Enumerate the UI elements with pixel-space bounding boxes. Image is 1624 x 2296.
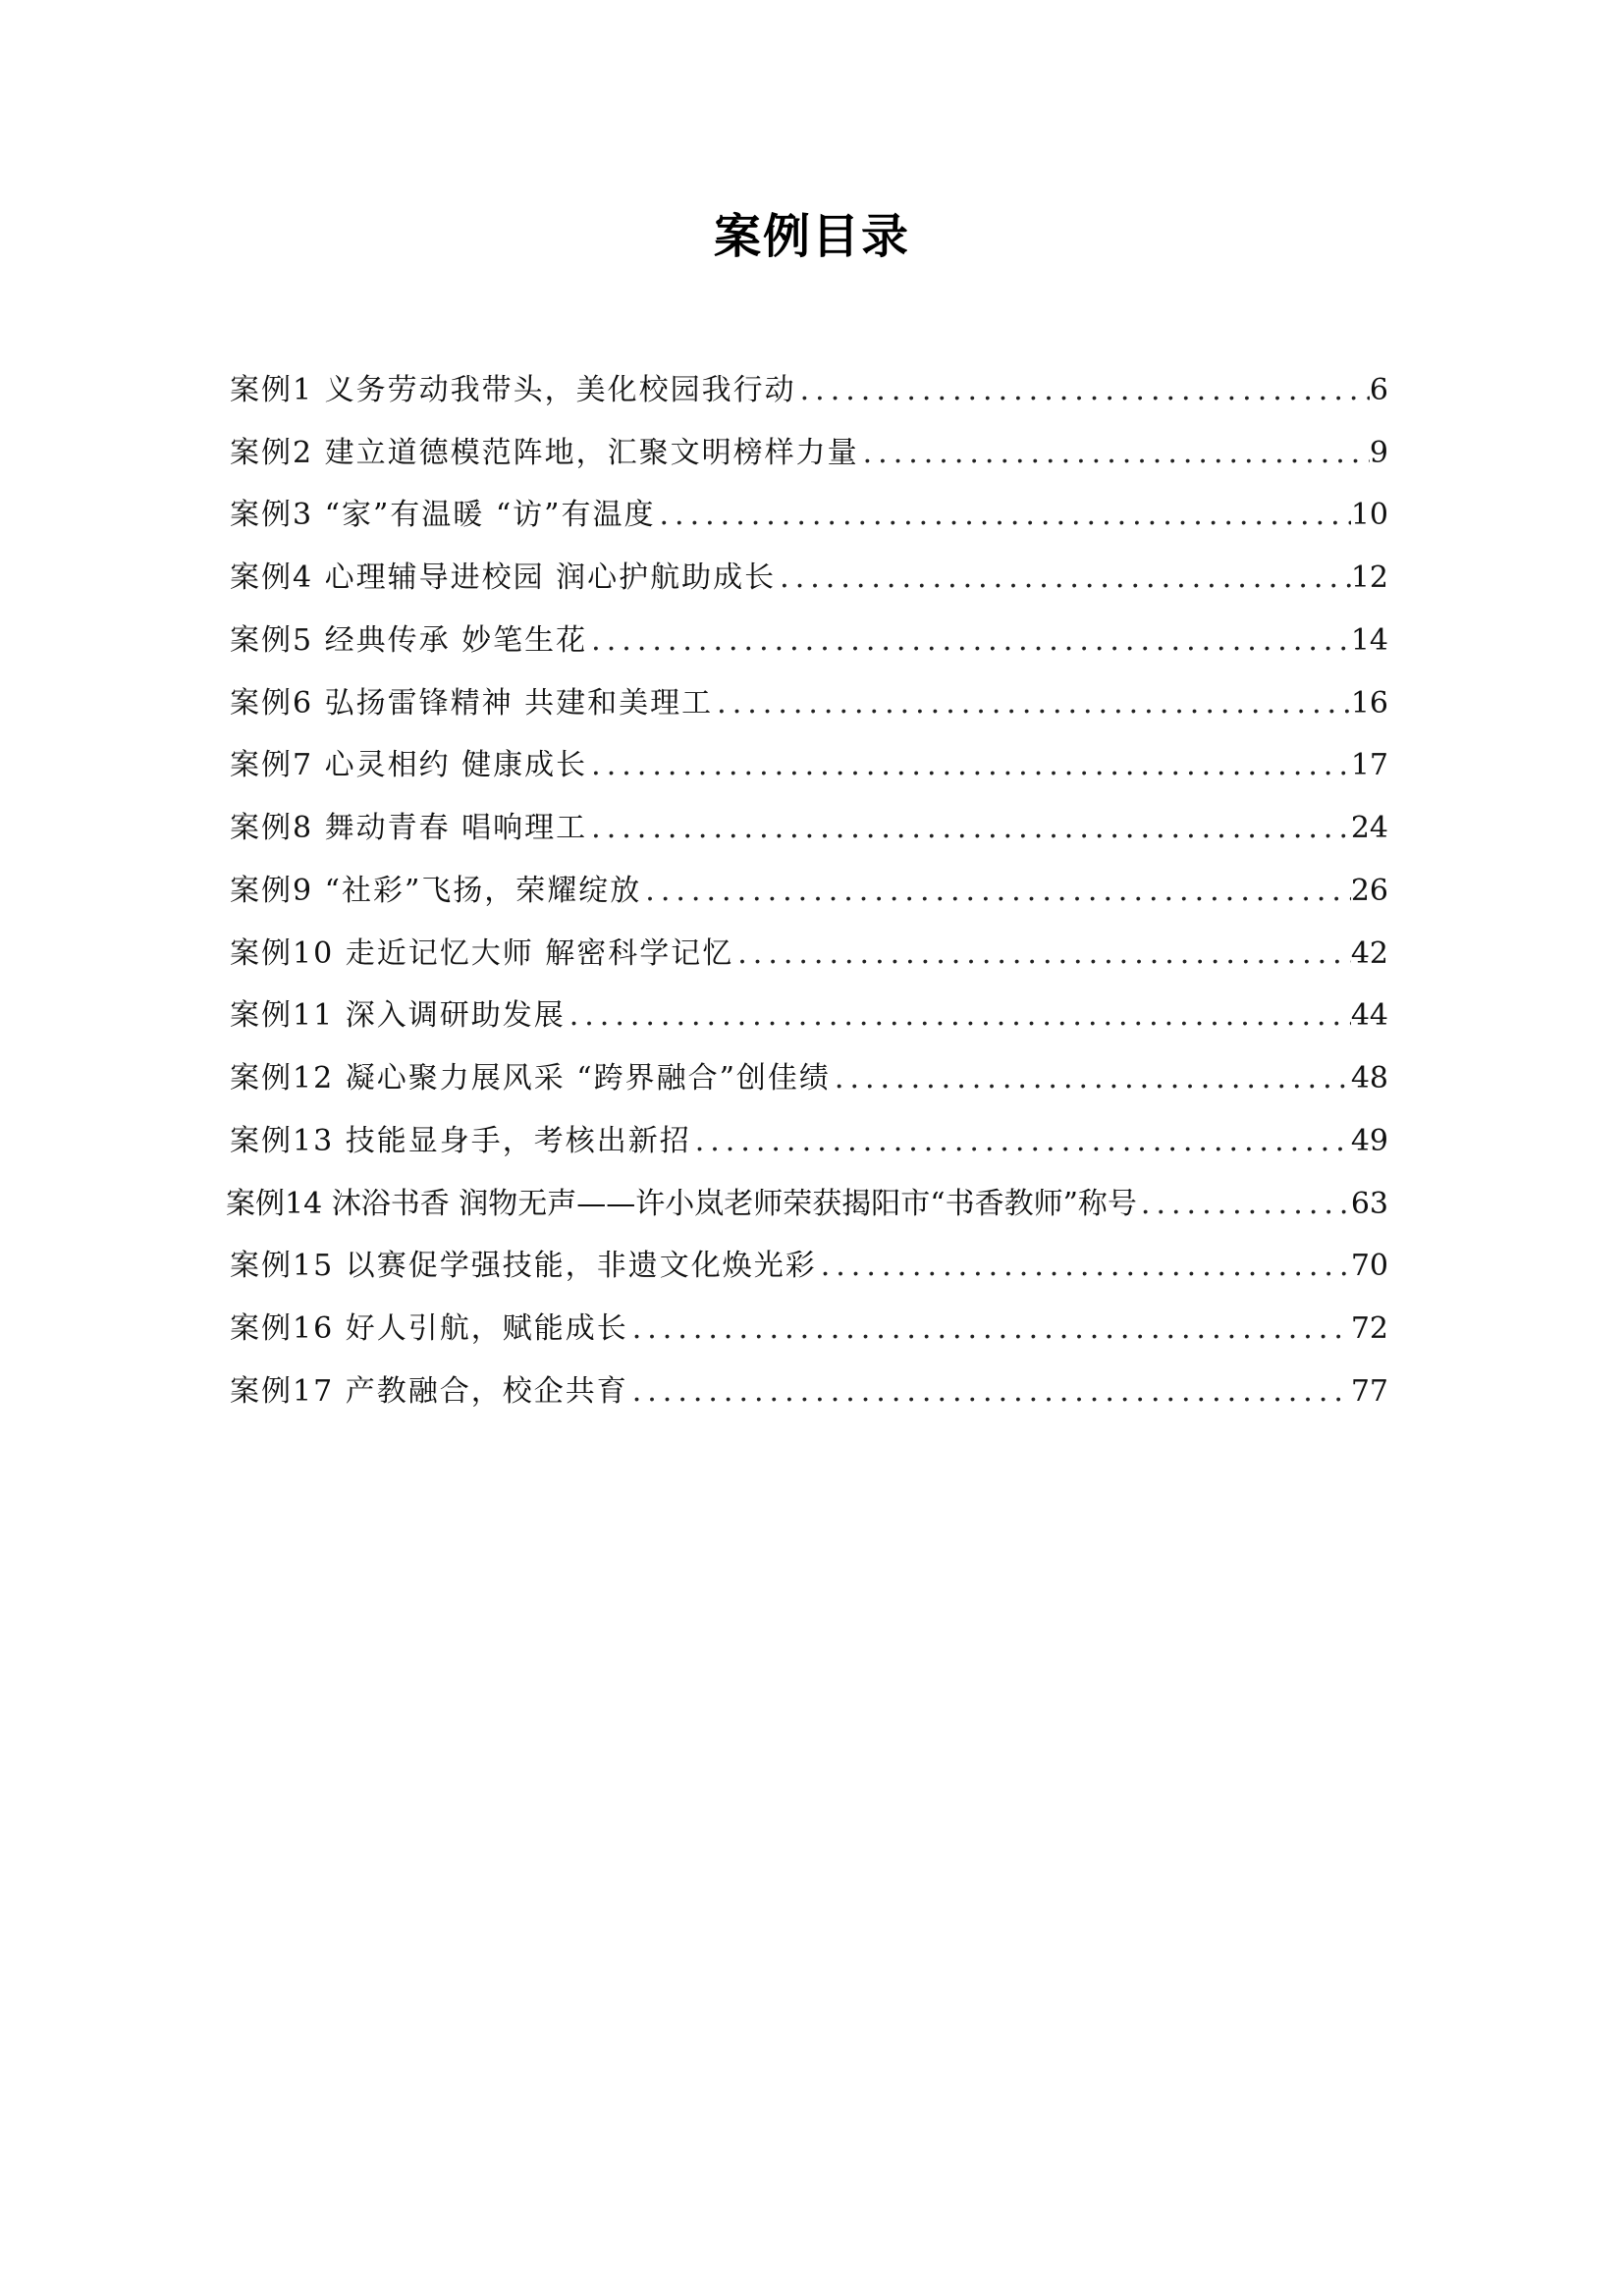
toc-leader-dots [859,434,1370,473]
toc-leader-dots [796,371,1370,410]
toc-entry-label: 案例2 建立道德模范阵地，汇聚文明榜样力量 [230,435,859,470]
toc-entry-label: 案例13 技能显身手，考核出新招 [230,1123,691,1158]
toc-leader-dots [628,1372,1351,1412]
page-title: 案例目录 [713,209,910,264]
toc-entry[interactable] [230,535,1388,598]
toc-entry[interactable] [230,1224,1388,1287]
toc-leader-dots [656,496,1351,535]
toc-leader-dots [628,1309,1351,1349]
toc-entry-page: 10 [1350,498,1388,533]
toc-leader-dots [713,684,1351,723]
toc-entry-page: 77 [1350,1373,1388,1409]
toc-leader-dots [587,621,1351,661]
toc-leader-dots [776,559,1351,598]
toc-entry[interactable] [230,848,1388,911]
table-of-contents [226,347,1388,1412]
toc-entry[interactable] [230,598,1388,661]
toc-leader-dots [641,872,1351,911]
toc-entry[interactable] [230,347,1388,410]
toc-entry[interactable] [230,661,1388,723]
toc-entry-page: 12 [1350,561,1388,595]
toc-leader-dots [587,746,1351,785]
toc-entry-page: 6 [1369,372,1388,407]
toc-leader-dots [831,1059,1351,1098]
toc-entry-page: 70 [1350,1249,1388,1284]
toc-entry-label: 案例5 经典传承 妙笔生花 [230,622,588,658]
toc-leader-dots [566,996,1351,1036]
toc-entry-label: 案例17 产教融合，校企共育 [230,1373,628,1409]
toc-entry-label: 案例7 心灵相约 健康成长 [230,748,588,783]
toc-leader-dots [691,1122,1351,1161]
toc-entry-label: 案例14 沐浴书香 润物无声——许小岚老师荣获揭阳市“书香教师”称号 [226,1186,1137,1221]
toc-entry-label: 案例11 深入调研助发展 [230,998,566,1034]
toc-entry[interactable] [230,723,1388,786]
toc-entry-page: 16 [1350,685,1388,721]
toc-entry[interactable] [226,1161,1388,1224]
toc-entry-page: 49 [1350,1123,1388,1158]
toc-entry[interactable] [230,974,1388,1037]
toc-leader-dots [1137,1185,1351,1224]
toc-entry[interactable] [230,1036,1388,1098]
toc-entry-page: 9 [1369,435,1388,470]
toc-entry-page: 26 [1350,873,1388,908]
toc-entry[interactable] [230,1286,1388,1349]
toc-entry-label: 案例16 好人引航，赋能成长 [230,1311,628,1346]
toc-entry-page: 44 [1350,998,1388,1034]
toc-entry-page: 48 [1350,1061,1388,1095]
toc-entry-label: 案例4 心理辅导进校园 润心护航助成长 [230,561,777,595]
toc-entry-label: 案例6 弘扬雷锋精神 共建和美理工 [230,685,714,721]
toc-entry-label: 案例9 “社彩”飞扬，荣耀绽放 [230,873,642,908]
toc-leader-dots [587,809,1351,848]
toc-entry-page: 63 [1350,1186,1388,1221]
toc-entry[interactable] [230,473,1388,536]
toc-entry-label: 案例15 以赛促学强技能，非遗文化焕光彩 [230,1249,817,1284]
toc-entry-page: 14 [1350,622,1388,658]
toc-entry-page: 24 [1350,811,1388,845]
toc-entry[interactable] [230,1349,1388,1412]
toc-entry-label: 案例1 义务劳动我带头，美化校园我行动 [230,372,796,407]
toc-entry-label: 案例3 “家”有温暖 “访”有温度 [230,498,656,533]
toc-leader-dots [733,934,1351,974]
toc-entry-page: 72 [1350,1311,1388,1346]
toc-entry[interactable] [230,911,1388,974]
toc-entry-page: 42 [1350,935,1388,971]
toc-entry[interactable] [230,410,1388,473]
toc-entry-label: 案例8 舞动青春 唱响理工 [230,811,588,845]
toc-entry[interactable] [230,785,1388,848]
toc-entry[interactable] [230,1098,1388,1161]
toc-entry-page: 17 [1350,748,1388,783]
toc-entry-label: 案例10 走近记忆大师 解密科学记忆 [230,935,734,971]
toc-leader-dots [817,1247,1351,1286]
toc-entry-label: 案例12 凝心聚力展风采 “跨界融合”创佳绩 [230,1061,831,1095]
